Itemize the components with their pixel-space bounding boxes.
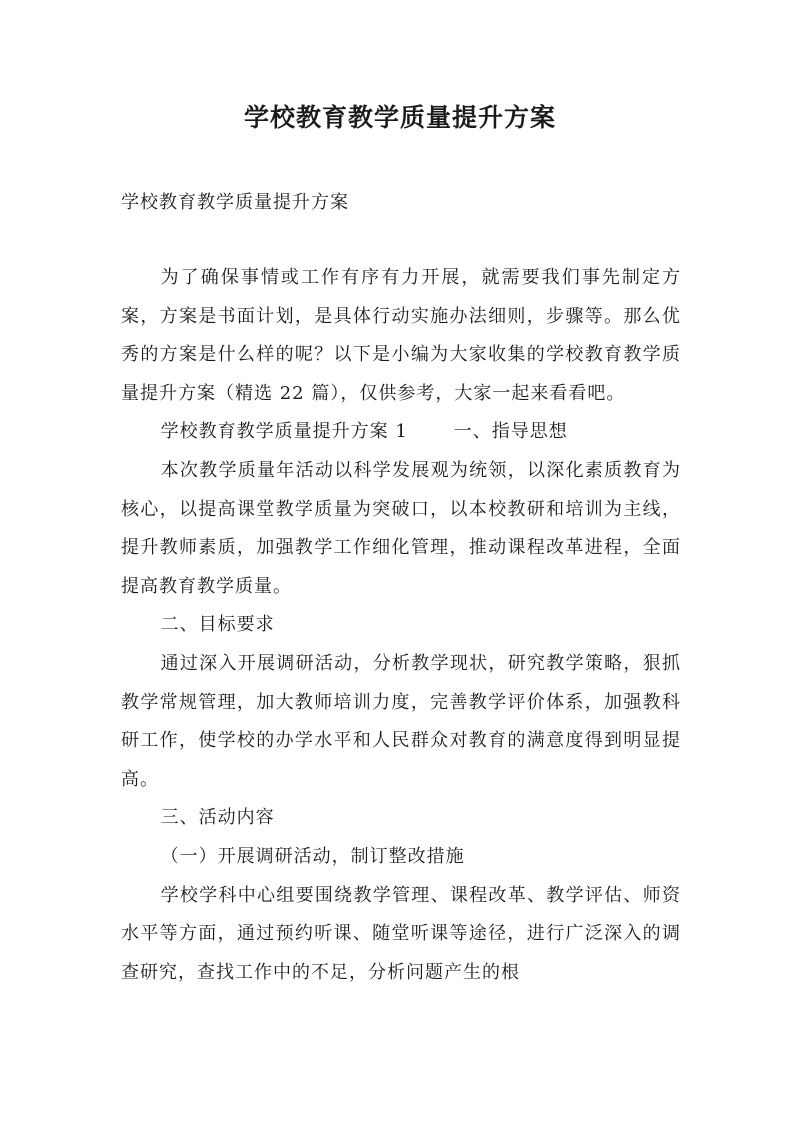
objectives-paragraph: 通过深入开展调研活动，分析教学现状，研究教学策略，狠抓教学常规管理，加大教师培训力度，完善教学评价体系，加强教科研工作，使学校的办学水平和人民群众对教育的满意度得到明显提高。 bbox=[121, 652, 681, 790]
document-title: 学校教育教学质量提升方案 bbox=[243, 103, 556, 132]
section-1-header-line bbox=[121, 413, 681, 452]
heading-activity-content: 三、活动内容 bbox=[160, 807, 275, 829]
section-1-title: 学校教育教学质量提升方案 1 bbox=[160, 421, 408, 443]
heading-objectives: 二、目标要求 bbox=[160, 614, 275, 636]
subheading-research-activities: （一）开展调研活动，制订整改措施 bbox=[160, 845, 465, 867]
document-body bbox=[121, 259, 681, 992]
guiding-ideology-paragraph: 本次教学质量年活动以科学发展观为统领，以深化素质教育为核心，以提高课堂教学质量为突破口，以本校教研和培训为主线，提升教师素质，加强教学工作细化管理，推动课程改革进程，全面提高教育教学质量。 bbox=[121, 459, 681, 597]
research-activities-paragraph: 学校学科中心组要围绕教学管理、课程改革、教学评估、师资水平等方面，通过预约听课、随堂听课等途径，进行广泛深入的调查研究，查找工作中的不足，分析问题产生的根 bbox=[121, 884, 681, 983]
document-subtitle: 学校教育教学质量提升方案 bbox=[121, 192, 349, 213]
intro-paragraph: 为了确保事情或工作有序有力开展，就需要我们事先制定方案，方案是书面计划，是具体行动实施办法细则，步骤等。那么优秀的方案是什么样的呢？以下是小编为大家收集的学校教育教学质量提升方案（精选 22 篇），仅供参考，大家一起来看看吧。 bbox=[121, 267, 681, 404]
heading-guiding-ideology: 一、指导思想 bbox=[453, 421, 568, 443]
